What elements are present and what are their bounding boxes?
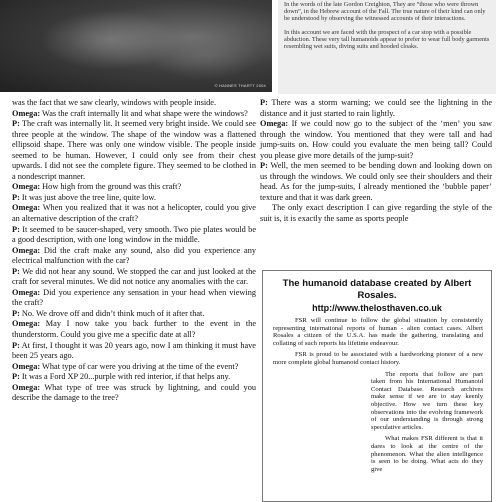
box-paragraph: The reports that follow are part taken from his International Humanoid Contact Database. Research archives make sense if we are to stay keenly objective. How we turn these key observations into the evolving framework of our understanding is through strong speculative articles. [371,370,483,431]
box-paragraph: What makes FSR different is that it dares to look at the centre of the phenomenon. What the alien intelligence is seen to be doing. What acts do they give [371,435,483,473]
box-body [273,317,483,477]
interview-line: P: No. We drove off and didn’t think much of it after that. [12,308,205,318]
database-info-box [262,270,492,502]
interview-line: P: It seemed to be saucer-shaped, very smooth. Two pie plates would be a good description, with one long window in the middle. [12,224,256,245]
header-photo [0,0,272,92]
interview-line: P: It was a Ford XP 20...purple with red interior, if that helps any. [12,372,231,382]
interview-line: Omega: When you realized that it was not a helicopter, could you give an alternative description of the craft? [12,203,256,224]
interview-line: P: We did not hear any sound. We stopped the car and just looked at the craft for several minutes. We did not notice any anomalies with the car. [12,266,256,287]
intro-paragraph: In this account we are faced with the prospect of a car stop with a possible abduction. These very tall humanoids appear to prefer to wear full body garments resembling wet suits, diving suits and hooded cloaks. [284,28,490,51]
interview-line: Omega: If we could now go to the subject of the ‘men’ you saw through the window. You mentioned that they were tall and had jump-suits on. How could you evaluate the men being tall? Could you please give more details of the jump-suit? [260,119,492,160]
interview-column-left [12,98,256,404]
box-title: The humanoid database created by Albert Rosales. [282,278,472,301]
interview-line: P: It was just above the tree line, quite low. [12,192,156,202]
interview-line: P: At first, I thought it was 20 years ago, now I am thinking it must have been 25 years ago. [12,340,256,361]
interview-line: Omega: What type of car were you driving at the time of the event? [12,361,239,371]
interview-line: P: There was a storm warning; we could see the lightning in the distance and it just started to rain lightly. [260,98,492,118]
intro-paragraph: In the words of the late Gordon Creighton, They are “those who were thrown down”, in the Hebrew account of the Fall. The true nature of their kind can only be understood by observing the witnessed accounts of their interactions. [284,1,486,23]
interview-line: was the fact that we saw clearly, windows with people inside. [12,98,217,107]
interview-line: P: The craft was internally lit. It seemed very bright inside. We could see three people at the window. The shape of the window was a flattened ellipsoid shape. There was only one window visible. The people inside seemed to be human. However, I could only see from their chest upwards. I did not see the complete figure. They seemed to be clothed in a nondescript manner. [12,119,256,181]
box-paragraph: FSR is proud to be associated with a hardworking pioneer of a new more complete global humanoid contact history. [273,351,483,366]
photo-light-streak [150,30,260,80]
interview-line: Omega: Was the craft internally lit and what shape were the windows? [12,108,248,118]
interview-line: P: Well, the men seemed to be bending down and looking down on us through the windows. We could only see their shoulders and their head. As for the jump-suits, I already mentioned the ‘bubble paper’ texture and that it was dark green. [260,161,492,202]
interview-line: Omega: May I now take you back further to the event in the thunderstorm. Could you give me a specific date at all? [12,319,256,340]
interview-line: The only exact description I can give regarding the style of the suit is, it is exactly the same as sports people [260,203,492,224]
interview-line: Omega: Did the craft make any sound, also did you experience any electrical malfunction with the car? [12,245,256,266]
interview-line: Omega: What type of tree was struck by lightning, and could you describe the damage to the tree? [12,382,256,403]
interview-line: Omega: How high from the ground was this craft? [12,182,182,192]
photo-credit: © HANNES THARTT 2004 [214,83,266,88]
box-url-link[interactable]: http://www.thelosthaven.co.uk [312,303,442,313]
interview-column-right [260,98,492,225]
intro-sidebar [278,0,496,94]
interview-line: Omega: Did you experience any sensation in your head when viewing the craft? [12,287,256,308]
box-paragraph: FSR will continue to follow the global situation by consistently representing international reports of human - alien contact cases. Albert Rosales a citizen of the U.S.A. has made the gathering, translating and collating of such reports his lifetime endeavour. [273,317,483,347]
